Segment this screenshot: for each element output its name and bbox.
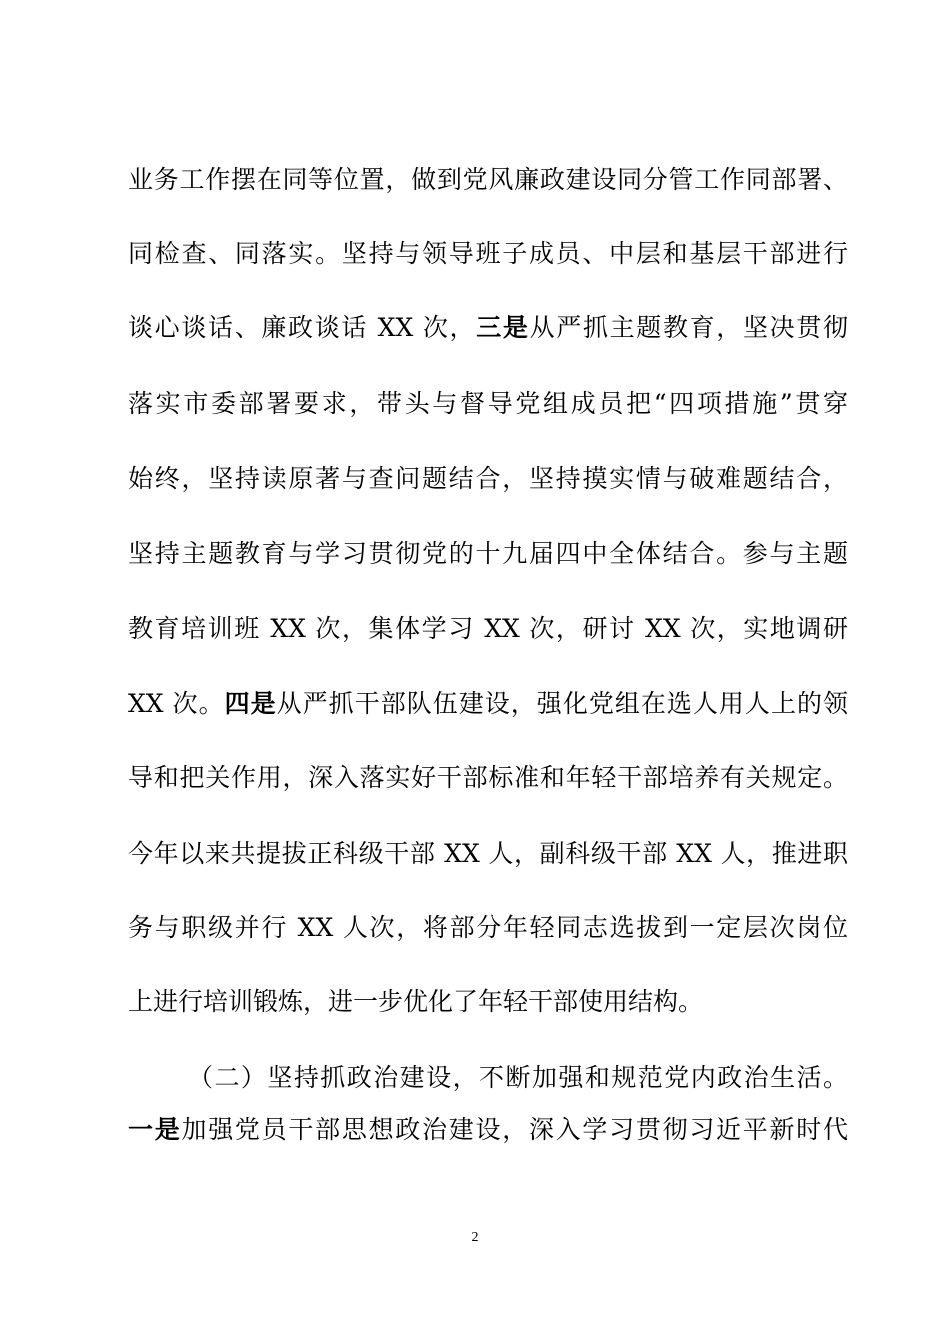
body-line: 始终，坚持读原著与查问题结合，坚持摸实情与破难题结合， xyxy=(128,464,848,493)
page-number: 2 xyxy=(471,1230,479,1245)
body-text: 从严抓主题教育，坚决贯彻 xyxy=(529,313,848,342)
body-line xyxy=(128,308,848,348)
body-line: 上进行培训锻炼，进一步优化了年轻干部使用结构。 xyxy=(128,987,704,1016)
body-line: 教育培训班 XX 次，集体学习 XX 次，研讨 XX 次，实地调研 xyxy=(128,614,848,643)
body-line: 务与职级并行 XX 人次，将部分年轻同志选拔到一定层次岗位 xyxy=(128,913,848,942)
bold-lead-text: 三是 xyxy=(476,313,530,342)
body-line: 同检查、同落实。坚持与领导班子成员、中层和基层干部进行 xyxy=(128,239,848,268)
bold-lead-text: 四是 xyxy=(224,689,277,718)
body-line xyxy=(128,1110,848,1150)
body-line: 落实市委部署要求，带头与督导党组成员把“四项措施”贯穿 xyxy=(128,389,848,418)
body-line xyxy=(128,684,848,724)
body-line: 导和把关作用，深入落实好干部标准和年轻干部培养有关规定。 xyxy=(128,763,848,792)
body-line: 今年以来共提拔正科级干部 XX 人，副科级干部 XX 人，推进职 xyxy=(128,839,848,868)
bold-lead-text: 一是 xyxy=(128,1115,182,1144)
section-heading: （二）坚持抓政治建设，不断加强和规范党内政治生活。 xyxy=(188,1063,848,1092)
body-text: 从严抓干部队伍建设，强化党组在选人用人上的领 xyxy=(276,689,848,718)
body-text: 加强党员干部思想政治建设，深入学习贯彻习近平新时代 xyxy=(181,1115,848,1144)
body-text: XX 次。 xyxy=(128,689,225,718)
body-text: 谈心谈话、廉政谈话 XX 次， xyxy=(128,313,477,342)
body-line: 坚持主题教育与学习贯彻党的十九届四中全体结合。参与主题 xyxy=(128,539,848,568)
body-line: 业务工作摆在同等位置，做到党风廉政建设同分管工作同部署、 xyxy=(128,165,848,194)
